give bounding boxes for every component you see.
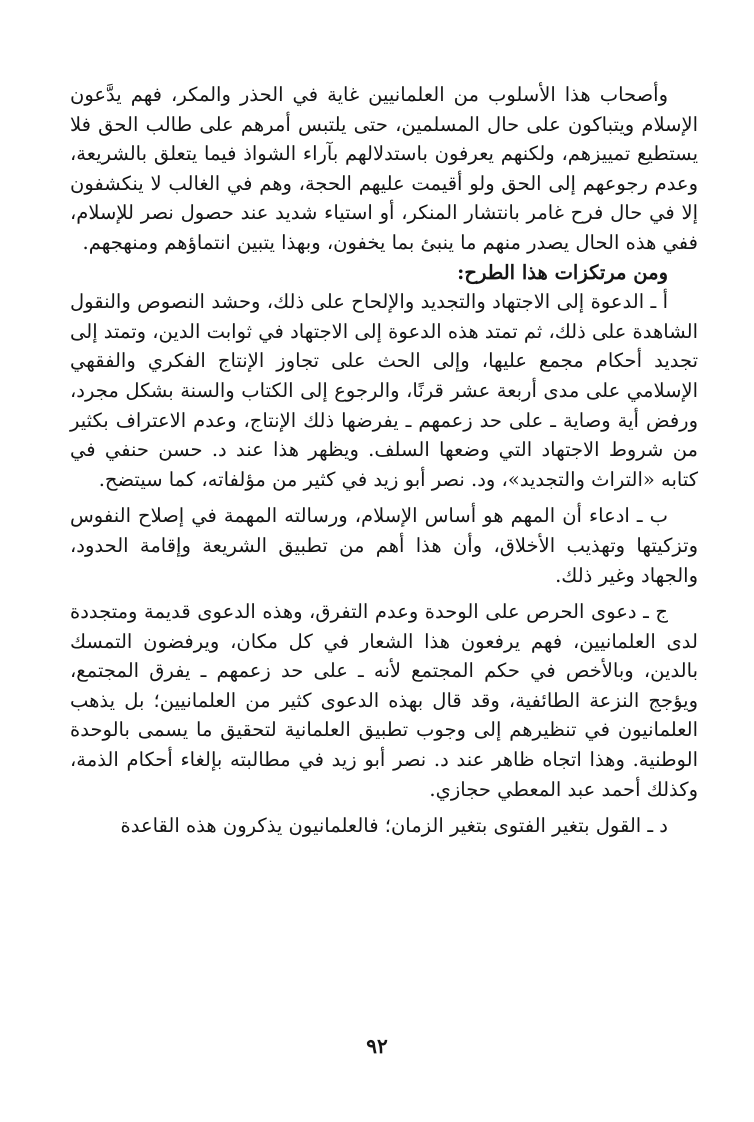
section-heading: ومن مرتكزات هذا الطرح: bbox=[457, 260, 668, 284]
paragraph-point-d: د ـ القول بتغير الفتوى بتغير الزمان؛ فالعلمانيون يذكرون هذه القاعدة bbox=[120, 814, 668, 838]
paragraph-point-c: ج ـ دعوى الحرص على الوحدة وعدم التفرق، وهذه الدعوى قديمة ومتجددة لدى العلمانيين، فهم يرفعون هذا الشعار في كل مكان، ويرفضون التمسك بالدين، وبالأخص في حكم المجتمع لأنه ـ على حد زعمهم ـ يفرق المجتمع، ويؤجج النزعة الطائفية، وقد قال بهذه الدعوى كثير من العلمانيين؛ بل يذهب العلمانيون في تنظيرهم إلى وجوب تطبيق العلمانية لتحقيق ما يسمى بالوحدة الوطنية. وهذا اتجاه ظاهر عند د. نصر أبو زيد في مطالبته بإلغاء أحكام الذمة، وكذلك أحمد عبد المعطي حجازي. bbox=[70, 600, 698, 801]
page-number: ٩٢ bbox=[366, 1034, 388, 1058]
paragraph-point-b: ب ـ ادعاء أن المهم هو أساس الإسلام، ورسالته المهمة في إصلاح النفوس وتزكيتها وتهذيب الأخلاق، وأن هذا أهم من تطبيق الشريعة وإقامة الحدود، والجهاد وغير ذلك. bbox=[70, 504, 698, 587]
page-body bbox=[70, 80, 698, 841]
paragraph-intro: وأصحاب هذا الأسلوب من العلمانيين غاية في الحذر والمكر، فهم يدَّعون الإسلام ويتباكون على حال المسلمين، حتى يلتبس أمرهم على طالب الحق فلا يستطيع تمييزهم، ولكنهم يعرفون باستدلالهم بآراء الشواذ فيما يتعلق بالشريعة، وعدم رجوعهم إلى الحق ولو أقيمت عليهم الحجة، وهم في الغالب لا ينكشفون إلا في حال فرح غامر بانتشار المنكر، أو استياء شديد عند حصول نصر للإسلام، ففي هذه الحال يصدر منهم ما ينبئ بما يخفون، وبهذا يتبين انتماؤهم ومنهجهم. bbox=[70, 83, 698, 254]
paragraph-point-a: أ ـ الدعوة إلى الاجتهاد والتجديد والإلحاح على ذلك، وحشد النصوص والنقول الشاهدة على ذلك، ثم تمتد هذه الدعوة إلى الاجتهاد في ثوابت الدين، وتمتد إلى تجديد أحكام مجمع عليها، وإلى الحث على تجاوز الإنتاج الفكري والفقهي الإسلامي على مدى أربعة عشر قرنًا، والرجوع إلى الكتاب والسنة بشكل مجرد، ورفض أية وصاية ـ على حد زعمهم ـ يفرضها ذلك الإنتاج، وعدم الاعتراف بكثير من شروط الاجتهاد التي وضعها السلف. ويظهر هذا عند د. حسن حنفي في كتابه «التراث والتجديد»، ود. نصر أبو زيد في كثير من مؤلفاته، كما سيتضح. bbox=[70, 290, 698, 491]
